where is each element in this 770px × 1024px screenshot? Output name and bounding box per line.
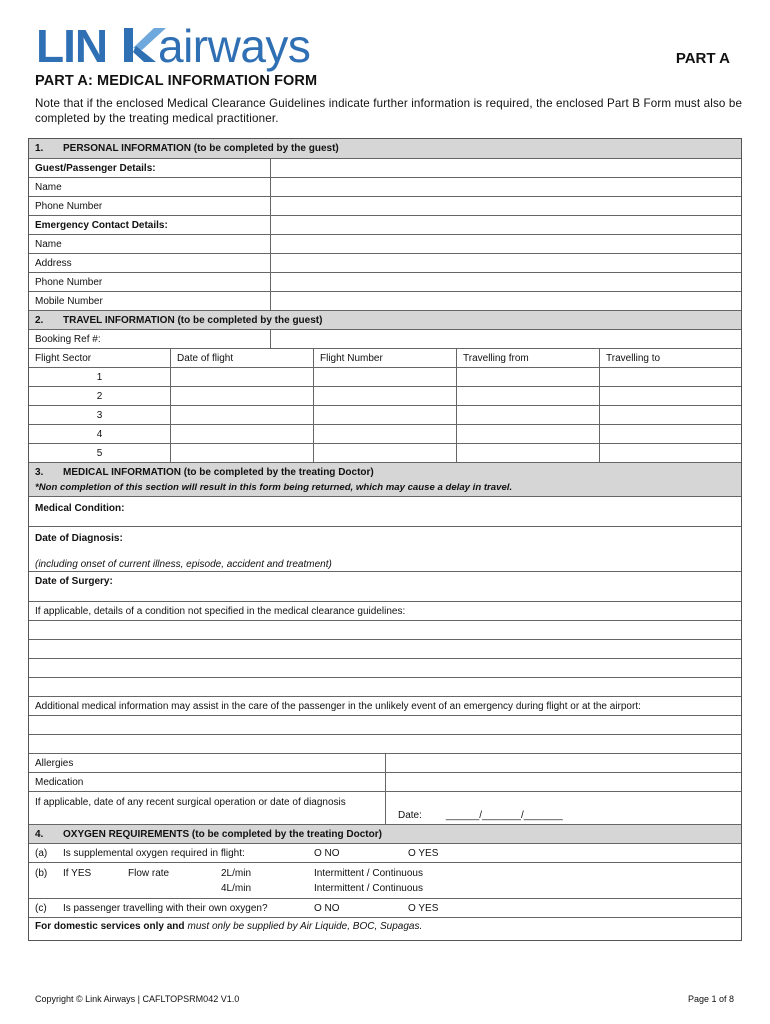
svg-text:LIN: LIN xyxy=(36,20,108,72)
other-condition-row xyxy=(29,602,741,621)
footer-copyright: Copyright © Link Airways | CAFLTOPSRM042 V1.0 xyxy=(35,994,240,1004)
guest-name-label: Name xyxy=(29,178,271,196)
booking-ref-label: Booking Ref #: xyxy=(29,330,271,348)
form-title: PART A: MEDICAL INFORMATION FORM xyxy=(35,73,318,89)
flight-date-field[interactable] xyxy=(171,368,314,386)
oxygen-q-c-no[interactable]: O NO xyxy=(314,903,340,914)
guest-details-row xyxy=(29,159,741,178)
emergency-phone-field[interactable] xyxy=(271,273,741,291)
flow-mode-2l[interactable]: Intermittent / Continuous xyxy=(314,868,423,879)
flight-from-field[interactable] xyxy=(457,444,600,462)
date-of-surgery-label: Date of Surgery: xyxy=(35,576,113,587)
surgical-date-row xyxy=(29,792,741,825)
flight-table-header xyxy=(29,349,741,368)
section-4-title: OXYGEN REQUIREMENTS (to be completed by the treating Doctor) xyxy=(63,828,382,840)
guest-details-heading: Guest/Passenger Details: xyxy=(29,159,271,177)
surgical-date-field[interactable] xyxy=(386,792,741,824)
date-of-diagnosis-row[interactable] xyxy=(29,527,741,572)
flight-sector-number: 1 xyxy=(29,368,171,386)
col-travelling-from: Travelling from xyxy=(457,349,600,367)
flight-row xyxy=(29,425,741,444)
oxygen-q-c-label: (c) xyxy=(35,903,47,914)
medical-information-form xyxy=(28,138,742,941)
emergency-phone-row xyxy=(29,273,741,292)
other-condition-line[interactable] xyxy=(29,678,741,697)
flow-rate-label: Flow rate xyxy=(128,868,170,879)
flight-date-field[interactable] xyxy=(171,406,314,424)
flight-from-field[interactable] xyxy=(457,368,600,386)
booking-ref-field[interactable] xyxy=(271,330,741,348)
flight-from-field[interactable] xyxy=(457,425,600,443)
flight-number-field[interactable] xyxy=(314,444,457,462)
allergies-field[interactable] xyxy=(386,754,741,772)
additional-info-row xyxy=(29,697,741,716)
medication-label: Medication xyxy=(29,773,386,791)
flight-to-field[interactable] xyxy=(600,368,741,386)
medical-condition-row[interactable] xyxy=(29,497,741,527)
flight-number-field[interactable] xyxy=(314,425,457,443)
other-condition-line[interactable] xyxy=(29,659,741,678)
link-airways-logo xyxy=(36,18,352,74)
emergency-phone-label: Phone Number xyxy=(29,273,271,291)
flight-row xyxy=(29,387,741,406)
flow-rate-4l[interactable]: 4L/min xyxy=(221,883,252,894)
flight-to-field[interactable] xyxy=(600,387,741,405)
flight-date-field[interactable] xyxy=(171,387,314,405)
additional-info-line[interactable] xyxy=(29,716,741,735)
diagnosis-note: (including onset of current illness, episode, accident and treatment) xyxy=(35,558,332,570)
surgical-date-label: If applicable, date of any recent surgical operation or date of diagnosis xyxy=(29,792,386,824)
oxygen-q-c-yes[interactable]: O YES xyxy=(408,903,439,914)
emergency-contact-heading: Emergency Contact Details: xyxy=(29,216,271,234)
emergency-address-field[interactable] xyxy=(271,254,741,272)
flight-number-field[interactable] xyxy=(314,387,457,405)
oxygen-q-c-row xyxy=(29,899,741,918)
date-of-diagnosis-label: Date of Diagnosis: xyxy=(35,532,123,544)
other-condition-label: If applicable, details of a condition not specified in the medical clearance guidelines: xyxy=(35,605,406,617)
date-of-surgery-row[interactable] xyxy=(29,572,741,602)
additional-info-label: Additional medical information may assist in the care of the passenger in the unlikely event of an emergency during flight or at the airport: xyxy=(35,700,641,712)
oxygen-q-a-label: (a) xyxy=(35,848,48,859)
emergency-mobile-label: Mobile Number xyxy=(29,292,271,310)
guest-phone-row xyxy=(29,197,741,216)
section-4-number: 4. xyxy=(35,828,44,840)
oxygen-q-b-row xyxy=(29,863,741,899)
col-flight-sector: Flight Sector xyxy=(29,349,171,367)
allergies-row xyxy=(29,754,741,773)
emergency-name-field[interactable] xyxy=(271,235,741,253)
booking-ref-row xyxy=(29,330,741,349)
section-1-title: PERSONAL INFORMATION (to be completed by the guest) xyxy=(63,143,339,154)
col-flight-number: Flight Number xyxy=(314,349,457,367)
flow-rate-2l[interactable]: 2L/min xyxy=(221,868,252,879)
emergency-heading-field[interactable] xyxy=(271,216,741,234)
oxygen-q-b-text: If YES xyxy=(63,868,92,879)
guest-phone-label: Phone Number xyxy=(29,197,271,215)
emergency-name-label: Name xyxy=(29,235,271,253)
oxygen-q-a-no[interactable]: O NO xyxy=(314,848,340,859)
emergency-address-row xyxy=(29,254,741,273)
flight-sector-number: 5 xyxy=(29,444,171,462)
flow-mode-4l[interactable]: Intermittent / Continuous xyxy=(314,883,423,894)
svg-text:airways: airways xyxy=(158,20,311,72)
section-1-number: 1. xyxy=(35,143,44,154)
col-date-of-flight: Date of flight xyxy=(171,349,314,367)
section-2-title: TRAVEL INFORMATION (to be completed by the guest) xyxy=(63,314,323,326)
medical-condition-label: Medical Condition: xyxy=(35,503,125,514)
guest-details-field[interactable] xyxy=(271,159,741,177)
section-3-warning: *Non completion of this section will result in this form being returned, which may cause a delay in travel. xyxy=(35,481,513,493)
oxygen-q-a-text: Is supplemental oxygen required in flight: xyxy=(63,848,245,859)
date-label: Date: xyxy=(398,810,422,821)
footer-page-number: Page 1 of 8 xyxy=(687,994,734,1004)
emergency-address-label: Address xyxy=(29,254,271,272)
emergency-mobile-row xyxy=(29,292,741,311)
flight-sector-number: 4 xyxy=(29,425,171,443)
oxygen-q-a-row xyxy=(29,844,741,863)
oxygen-q-a-yes[interactable]: O YES xyxy=(408,848,439,859)
other-condition-line[interactable] xyxy=(29,621,741,640)
flight-sector-number: 3 xyxy=(29,406,171,424)
flight-date-field[interactable] xyxy=(171,444,314,462)
section-3-header xyxy=(29,463,741,497)
medication-field[interactable] xyxy=(386,773,741,791)
date-blank: ______/_______/_______ xyxy=(445,810,563,821)
guest-phone-field[interactable] xyxy=(271,197,741,215)
flight-from-field[interactable] xyxy=(457,406,600,424)
emergency-mobile-field[interactable] xyxy=(271,292,741,310)
section-2-number: 2. xyxy=(35,314,44,326)
allergies-label: Allergies xyxy=(29,754,386,772)
flight-row xyxy=(29,368,741,387)
flight-row xyxy=(29,406,741,425)
flight-number-field[interactable] xyxy=(314,368,457,386)
flight-to-field[interactable] xyxy=(600,444,741,462)
domestic-note-bold: For domestic services only and xyxy=(35,920,185,932)
flight-number-field[interactable] xyxy=(314,406,457,424)
emergency-heading-row xyxy=(29,216,741,235)
section-2-header xyxy=(29,311,741,330)
col-travelling-to: Travelling to xyxy=(606,352,661,364)
emergency-name-row xyxy=(29,235,741,254)
part-label: PART A xyxy=(675,50,730,67)
flight-to-field[interactable] xyxy=(600,406,741,424)
section-3-title: MEDICAL INFORMATION (to be completed by the treating Doctor) xyxy=(63,467,374,478)
guest-name-field[interactable] xyxy=(271,178,741,196)
section-1-header xyxy=(29,139,741,159)
flight-date-field[interactable] xyxy=(171,425,314,443)
medication-row xyxy=(29,773,741,792)
section-3-number: 3. xyxy=(35,467,44,478)
flight-sector-number: 2 xyxy=(29,387,171,405)
section-4-header xyxy=(29,825,741,844)
form-note: Note that if the enclosed Medical Clearance Guidelines indicate further information is required, the enclosed Part B Form must also be completed by the treating medical practitioner. xyxy=(35,97,743,125)
oxygen-q-c-text: Is passenger travelling with their own oxygen? xyxy=(63,903,268,914)
flight-to-field[interactable] xyxy=(600,425,741,443)
flight-from-field[interactable] xyxy=(457,387,600,405)
guest-name-row xyxy=(29,178,741,197)
domestic-note xyxy=(29,918,741,940)
oxygen-q-b-label: (b) xyxy=(35,868,48,879)
flight-row xyxy=(29,444,741,463)
additional-info-line[interactable] xyxy=(29,735,741,754)
other-condition-line[interactable] xyxy=(29,640,741,659)
domestic-note-italic: must only be supplied by Air Liquide, BOC, Supagas. xyxy=(187,920,423,932)
domestic-note-row xyxy=(29,918,741,941)
